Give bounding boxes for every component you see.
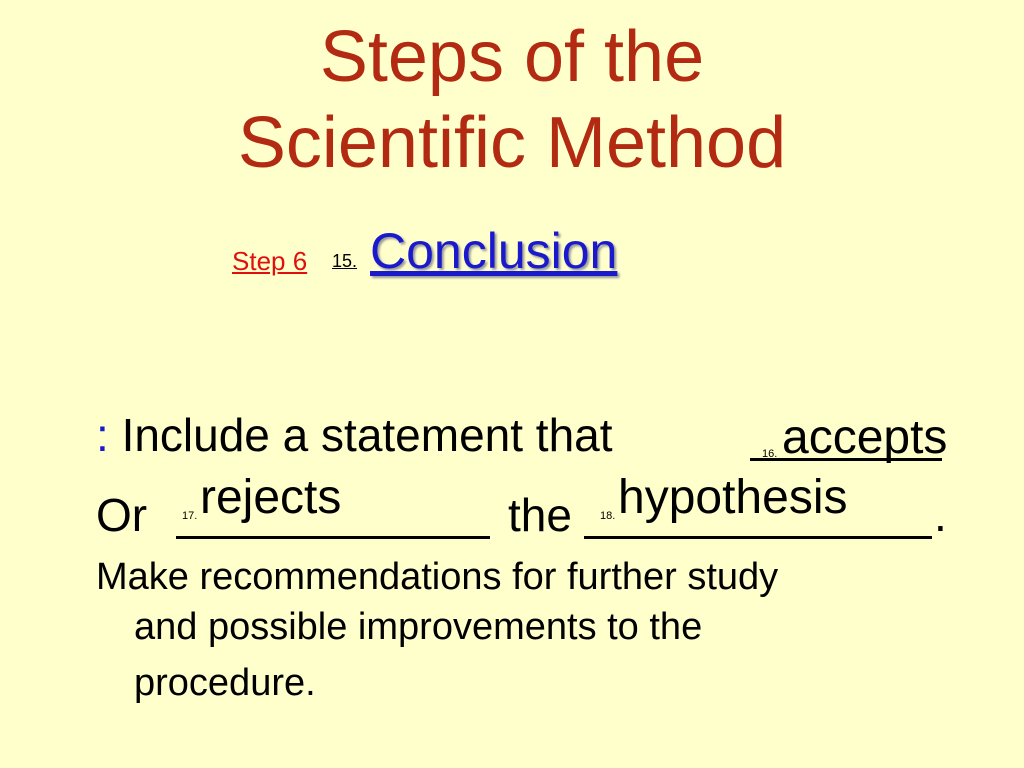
blank-18-line	[584, 536, 932, 539]
or-line-period: .	[934, 489, 947, 541]
statement-line	[96, 408, 613, 462]
title-line-2: Scientific Method	[237, 103, 787, 183]
recommendation-line-2: and possible improvements to the	[134, 606, 703, 648]
bullet-colon: :	[96, 409, 109, 461]
blank-18-number: 18.	[600, 510, 616, 522]
slide-title	[0, 14, 1024, 186]
blank-16-answer: accepts	[782, 411, 948, 464]
blank-16-number: 16.	[762, 448, 778, 460]
blank-17-line	[176, 536, 490, 539]
title-line-1: Steps of the	[319, 17, 705, 97]
step-answer: Conclusion	[370, 223, 618, 279]
recommendation-line-1: Make recommendations for further study	[96, 556, 779, 598]
blank-18-answer: hypothesis	[618, 471, 848, 524]
step-label: Step 6	[232, 246, 308, 276]
step-number: 15.	[332, 251, 358, 271]
blank-17-number: 17.	[182, 510, 198, 522]
recommendation-line-3: procedure.	[134, 662, 316, 704]
blank-17-answer: rejects	[200, 471, 342, 524]
or-word: Or	[96, 489, 148, 541]
statement-text: Include a statement that	[121, 409, 613, 461]
the-word: the	[508, 489, 572, 541]
recommendation-text	[96, 552, 956, 708]
